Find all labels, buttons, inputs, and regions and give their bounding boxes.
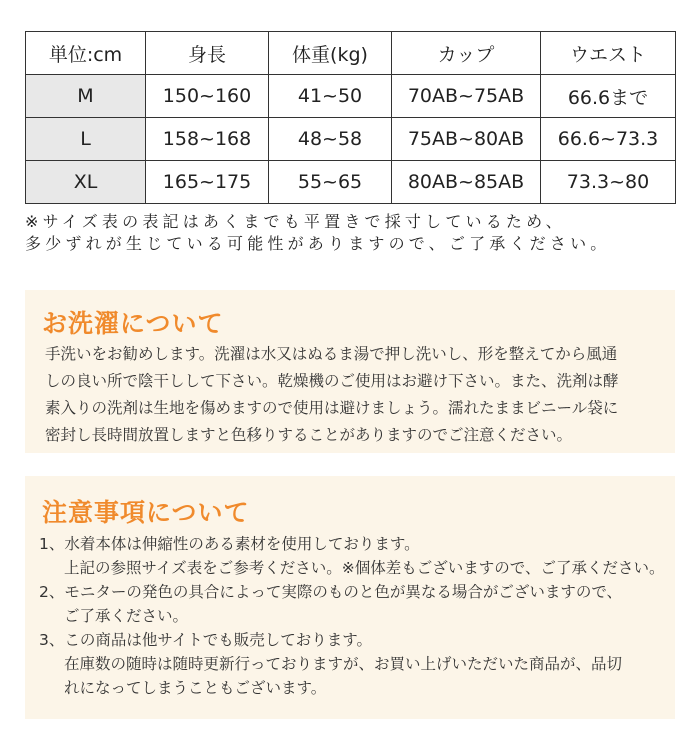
size-row-m xyxy=(26,75,676,118)
caution-line: 1、水着本体は伸縮性のある素材を使用しております。 xyxy=(39,535,420,553)
caution-line: 2、モニターの発色の具合によって実際のものと色が異なる場合がございますので、 xyxy=(39,583,623,601)
caution-line: ご了承ください。 xyxy=(64,607,189,625)
cautions-body xyxy=(39,532,669,700)
washing-body xyxy=(45,341,670,449)
washing-line: しの良い所で陰干しして下さい。乾燥機のご使用はお避け下さい。また、洗剤は酵 xyxy=(45,372,619,390)
weight-cell: 48~58 xyxy=(269,118,392,161)
waist-cell: 66.6~73.3 xyxy=(541,118,676,161)
height-cell: 158~168 xyxy=(146,118,269,161)
washing-line: 素入りの洗剤は生地を傷めますので使用は避けましょう。濡れたままビニール袋に xyxy=(45,399,619,417)
caution-line: れになってしまうこともございます。 xyxy=(64,679,327,697)
cautions-section xyxy=(25,476,675,719)
size-note xyxy=(25,211,685,255)
waist-cell: 73.3~80 xyxy=(541,161,676,204)
caution-line: 在庫数の随時は随時更新行っておりますが、お買い上げいただいた商品が、品切 xyxy=(64,655,623,673)
washing-line: 手洗いをお勧めします。洗濯は水又はぬるま湯で押し洗いし、形を整えてから風通 xyxy=(45,345,618,363)
cautions-title: 注意事項について xyxy=(42,498,250,527)
caution-line: 上記の参照サイズ表をご参考ください。※個体差もございますので、ご了承ください。 xyxy=(64,559,665,577)
header-height: 身長 xyxy=(146,32,269,75)
size-table-header-row xyxy=(26,32,676,75)
weight-cell: 55~65 xyxy=(269,161,392,204)
header-cup: カップ xyxy=(392,32,541,75)
header-weight: 体重(kg) xyxy=(269,32,392,75)
cup-cell: 75AB~80AB xyxy=(392,118,541,161)
size-label: XL xyxy=(26,161,146,204)
size-note-line: 多少ずれが生じている可能性がありますので、ご了承ください。 xyxy=(25,234,611,253)
weight-cell: 41~50 xyxy=(269,75,392,118)
header-waist: ウエスト xyxy=(541,32,676,75)
height-cell: 165~175 xyxy=(146,161,269,204)
washing-line: 密封し長時間放置しますと色移りすることがありますのでご注意ください。 xyxy=(45,426,573,444)
caution-line: 3、この商品は他サイトでも販売しております。 xyxy=(39,631,373,649)
size-row-l xyxy=(26,118,676,161)
size-label: L xyxy=(26,118,146,161)
size-row-xl xyxy=(26,161,676,204)
washing-title: お洗濯について xyxy=(42,309,224,338)
size-table xyxy=(25,31,676,204)
washing-section xyxy=(25,290,675,453)
height-cell: 150~160 xyxy=(146,75,269,118)
size-label: M xyxy=(26,75,146,118)
size-note-line: ※サイズ表の表記はあくまでも平置きで採寸しているため、 xyxy=(25,212,566,231)
header-unit: 単位:cm xyxy=(26,32,146,75)
cup-cell: 70AB~75AB xyxy=(392,75,541,118)
cup-cell: 80AB~85AB xyxy=(392,161,541,204)
waist-cell: 66.6まで xyxy=(541,75,676,118)
